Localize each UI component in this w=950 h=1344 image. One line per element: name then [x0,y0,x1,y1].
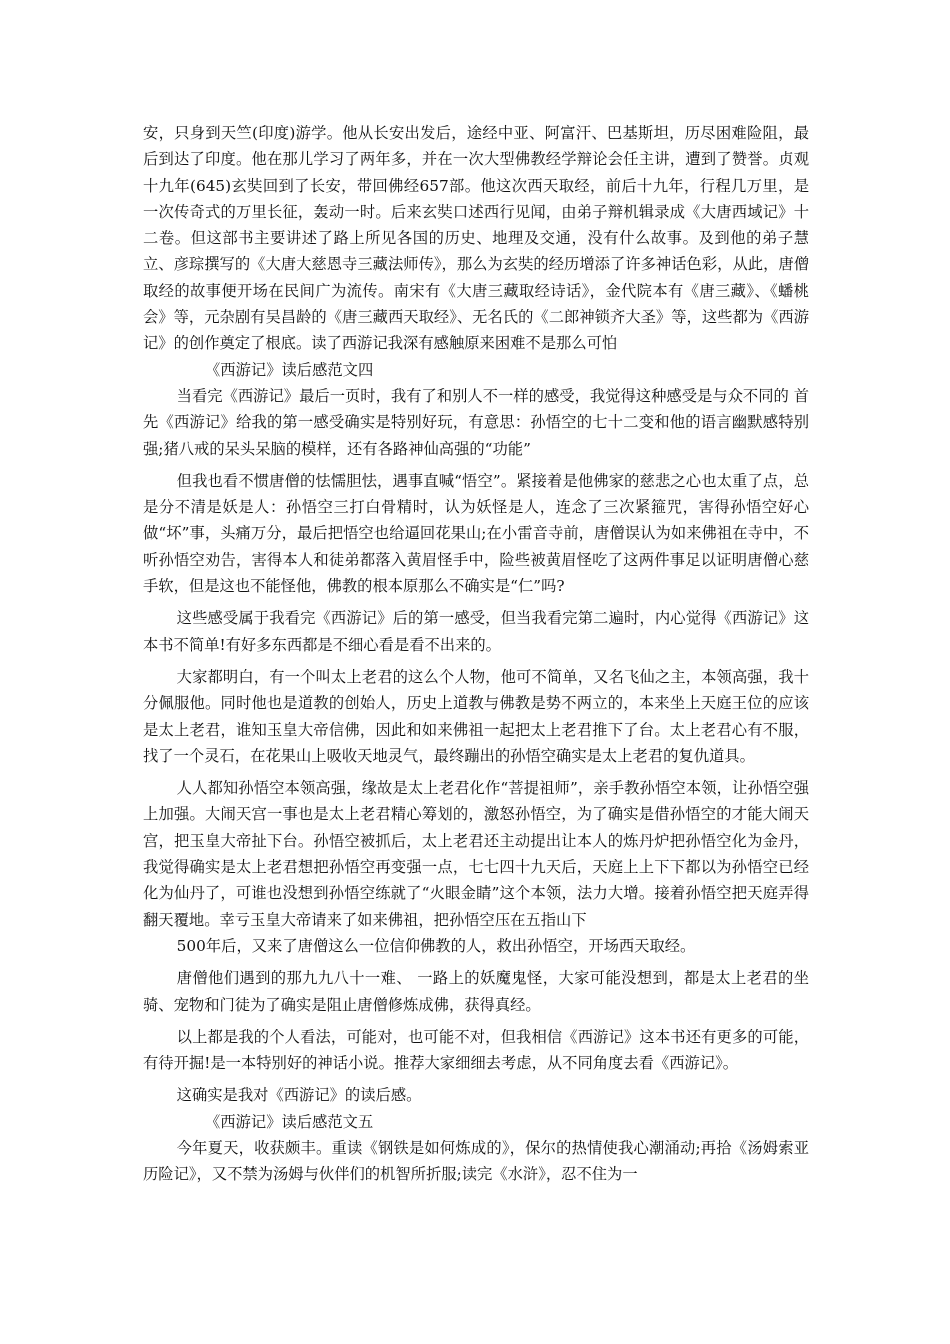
document-body [143,120,809,1188]
paragraph-first-impression: 当看完《西游记》最后一页时，我有了和别人不一样的感受，我觉得这种感受是与众不同的 首先《西游记》给我的第一感受确实是特别好玩，有意思：孙悟空的七十二变和他的语言幽默感特别强;猪八戒的呆头呆脑的模样，还有各路神仙高强的“功能” [143,386,809,458]
paragraph-personal-opinion: 以上都是我的个人看法，可能对，也可能不对，但我相信《西游记》这本书还有更多的可能，有待开掘!是一本特别好的神话小说。推荐大家细细去考虑，从不同角度去看《西游记》。 [143,1027,809,1073]
paragraph-summer-reading: 今年夏天，收获颇丰。重读《钢铁是如何炼成的》，保尔的热情使我心潮涌动;再拾《汤姆索亚历险记》，又不禁为汤姆与伙伴们的机智所折服;读完《水浒》，忍不住为一 [143,1138,809,1184]
paragraph-wukong-training: 人人都知孙悟空本领高强，缘故是太上老君化作“菩提祖师”，亲手教孙悟空本领，让孙悟空强上加强。大闹天宫一事也是太上老君精心筹划的，激怒孙悟空，为了确实是借孙悟空的才能大闹天宫，把玉皇大帝扯下台。孙悟空被抓后，太上老君还主动提出让本人的炼丹炉把孙悟空化为金丹，我觉得确实是太上老君想把孙悟空再变强一点，七七四十九天后，天庭上上下下都以为孙悟空已经化为仙丹了，可谁也没想到孙悟空练就了“火眼金睛”这个本领，法力大增。接着孙悟空把天庭弄得翻天覆地。幸亏玉皇大帝请来了如来佛祖，把孙悟空压在五指山下 [143,779,809,929]
paragraph-five-hundred-years: 500年后，又来了唐僧这么一位信仰佛教的人，救出孙悟空，开场西天取经。 [176,936,696,955]
paragraph-tang-monk-critique: 但我也看不惯唐僧的怯懦胆怯，遇事直喊“悟空”。紧接着是他佛家的慈悲之心也太重了点，总是分不清是妖是人：孙悟空三打白骨精时，认为妖怪是人，连念了三次紧箍咒，害得孙悟空好心做“坏”事，头痛万分，最后把悟空也给逼回花果山;在小雷音寺前，唐僧误认为如来佛祖在寺中，不听孙悟空劝告，害得本人和徒弟都落入黄眉怪手中，险些被黄眉怪吃了这两件事足以证明唐僧心慈手软，但是这也不能怪他，佛教的根本原那么不确实是“仁”吗? [143,471,809,596]
section-heading-essay-four: 《西游记》读后感范文四 [205,360,374,379]
paragraph-eighty-one-trials: 唐僧他们遇到的那九九八十一难、 一路上的妖魔鬼怪，大家可能没想到，都是太上老君的坐骑、宠物和门徒为了确实是阻止唐僧修炼成佛，获得真经。 [143,969,809,1014]
paragraph-second-reading: 这些感受属于我看完《西游记》后的第一感受，但当我看完第二遍时，内心觉得《西游记》这本书不简单!有好多东西都是不细心看是看不出来的。 [143,609,809,654]
paragraph-xuanzang-journey: 安，只身到天竺(印度)游学。他从长安出发后，途经中亚、阿富汗、巴基斯坦，历尽困难险阻，最后到达了印度。他在那儿学习了两年多，并在一次大型佛教经学辩论会任主讲，遭到了赞誉。贞观十九年(645)玄奘回到了长安，带回佛经657部。他这次西天取经，前后十九年，行程几万里，是一次传奇式的万里长征，轰动一时。后来玄奘口述西行见闻，由弟子辩机辑录成《大唐西域记》十二卷。但这部书主要讲述了路上所见各国的历史、地理及交通，没有什么故事。及到他的弟子慧立、彦琮撰写的《大唐大慈恩寺三藏法师传》，那么为玄奘的经历增添了许多神话色彩，从此，唐僧取经的故事便开场在民间广为流传。南宋有《大唐三藏取经诗话》，金代院本有《唐三藏》、《蟠桃会》等，元杂剧有吴昌龄的《唐三藏西天取经》、无名氏的《二郎神锁齐大圣》等，这些都为《西游记》的创作奠定了根底。读了西游记我深有感触原来困难不是那么可怕 [143,124,809,353]
paragraph-taishang-laojun: 大家都明白，有一个叫太上老君的这么个人物，他可不简单，又名飞仙之主，本领高强，我十分佩服他。同时他也是道教的创始人，历史上道教与佛教是势不两立的，本来坐上天庭王位的应该是太上老君，谁知玉皇大帝信佛，因此和如来佛祖一起把太上老君推下了台。太上老君心有不服，找了一个灵石，在花果山上吸收天地灵气，最终蹦出的孙悟空确实是太上老君的复仇道具。 [143,667,809,765]
paragraph-conclusion: 这确实是我对《西游记》的读后感。 [176,1086,422,1105]
section-heading-essay-five: 《西游记》读后感范文五 [205,1112,374,1131]
